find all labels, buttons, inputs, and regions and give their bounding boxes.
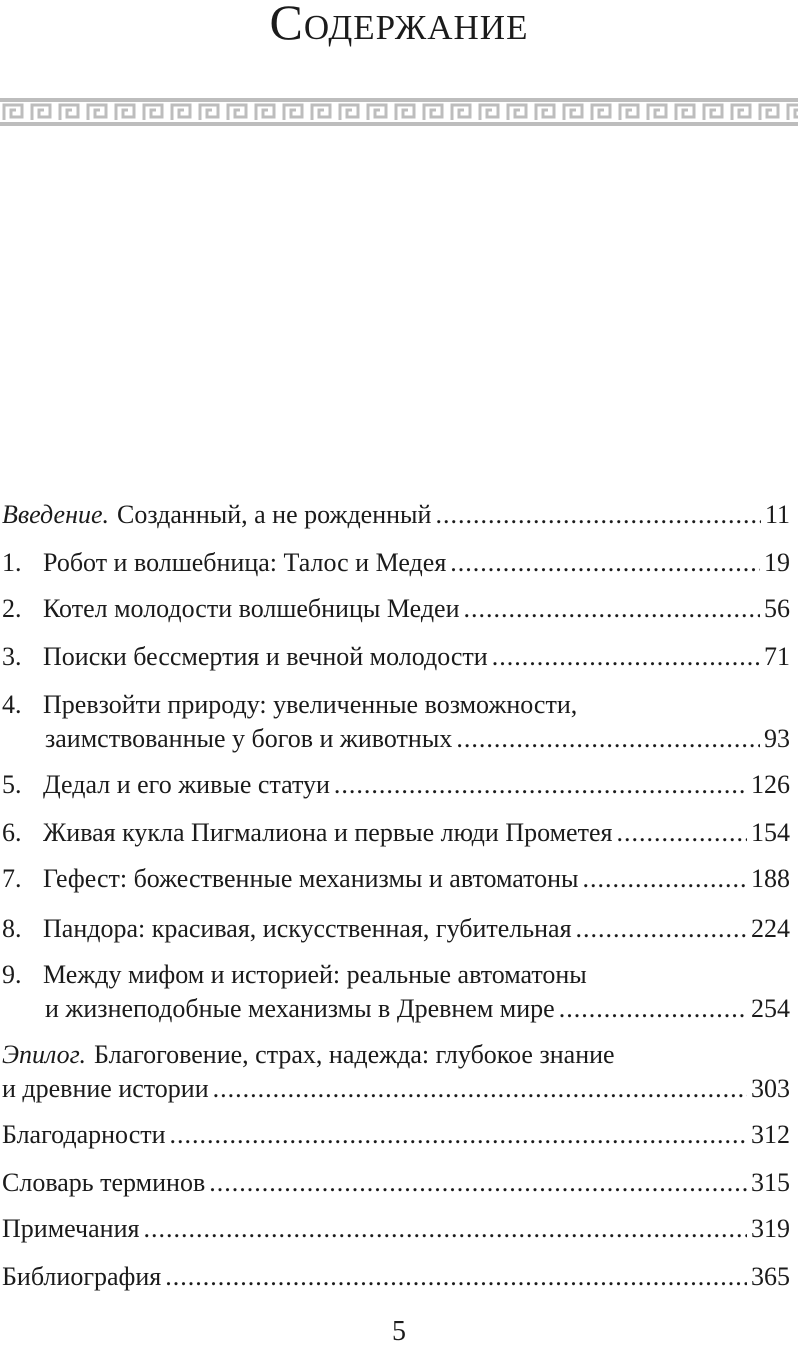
toc-entry-number: 7. [2, 864, 22, 893]
toc-entry-title: заимствованные у богов и животных [45, 724, 453, 753]
toc-entry-title: Превзойти природу: увеличенные возможности, [43, 690, 578, 719]
toc-entry-page: 56 [764, 594, 790, 623]
toc-entry-title: Словарь терминов [2, 1168, 206, 1197]
toc-entry-title: Гефест: божественные механизмы и автоматоны [43, 864, 579, 893]
toc-entry-page: 254 [751, 994, 790, 1023]
toc-entry[interactable] [2, 498, 790, 532]
dot-leader [576, 912, 747, 946]
toc-entry[interactable] [2, 912, 790, 946]
toc-entry-number: 1. [2, 548, 22, 577]
dot-leader [165, 1260, 747, 1294]
dot-leader [209, 1166, 747, 1200]
dot-leader [143, 1212, 747, 1246]
toc-entry[interactable] [2, 1118, 790, 1152]
toc-entry-title: и древние истории [2, 1074, 209, 1103]
toc-entry-title: Дедал и его живые статуи [43, 770, 330, 799]
greek-key-border [0, 92, 798, 132]
toc-entry-title: и жизнеподобные механизмы в Древнем мире [45, 994, 555, 1023]
toc-entry-page: 19 [764, 548, 790, 577]
dot-leader [464, 592, 761, 626]
toc-entry-number: 5. [2, 770, 22, 799]
toc-entry-title: Благоговение, страх, надежда: глубокое знание [93, 1040, 615, 1069]
toc-entry-label: Введение. [2, 500, 110, 529]
dot-leader [616, 816, 747, 850]
toc-entry-number: 4. [2, 690, 22, 719]
toc-entry-title: Пандора: красивая, искусственная, губительная [43, 914, 572, 943]
toc-entry[interactable] [2, 640, 790, 674]
dot-leader [583, 862, 747, 896]
page-number: 5 [392, 1316, 406, 1347]
toc-entry[interactable] [2, 958, 790, 1026]
dot-leader [170, 1118, 747, 1152]
dot-leader [435, 498, 761, 532]
toc-entry[interactable] [2, 546, 790, 580]
toc-entry-page: 312 [751, 1120, 790, 1149]
toc-entry-page: 154 [751, 818, 790, 847]
toc-entry-number: 2. [2, 594, 22, 623]
toc-entry-number: 9. [2, 960, 22, 989]
dot-leader [334, 768, 747, 802]
dot-leader [559, 992, 747, 1026]
dot-leader [456, 722, 760, 756]
dot-leader [213, 1072, 747, 1106]
toc-entry[interactable] [2, 688, 790, 756]
toc-entry[interactable] [2, 592, 790, 626]
toc-entry-title: Библиография [2, 1262, 162, 1291]
toc-entry[interactable] [2, 1212, 790, 1246]
toc-entry[interactable] [2, 768, 790, 802]
toc-entry-page: 126 [751, 770, 790, 799]
toc-entry-page: 93 [764, 724, 790, 753]
dot-leader [492, 640, 760, 674]
toc-entry-title: Робот и волшебница: Талос и Медея [43, 548, 447, 577]
toc-entry[interactable] [2, 862, 790, 896]
toc-entry-page: 224 [751, 914, 790, 943]
toc-entry-title: Созданный, а не рожденный [117, 500, 432, 529]
toc-entry-title: Живая кукла Пигмалиона и первые люди Прометея [43, 818, 613, 847]
toc-entry-title: Котел молодости волшебницы Медеи [43, 594, 460, 623]
toc-entry-number: 3. [2, 642, 22, 671]
toc-entry[interactable] [2, 1038, 790, 1106]
toc-entry-title: Благодарности [2, 1120, 166, 1149]
toc-entry-title: Поиски бессмертия и вечной молодости [43, 642, 488, 671]
toc-entry-page: 319 [751, 1214, 790, 1243]
toc-entry-page: 303 [751, 1074, 790, 1103]
toc-entry[interactable] [2, 1260, 790, 1294]
toc-entry-page: 365 [751, 1262, 790, 1291]
toc-entry-page: 11 [764, 500, 790, 529]
toc-entry-number: 6. [2, 818, 22, 847]
toc-entry-title: Примечания [2, 1214, 140, 1243]
toc-entry[interactable] [2, 1166, 790, 1200]
dot-leader [450, 546, 760, 580]
toc-entry-page: 188 [751, 864, 790, 893]
toc-entry-number: 8. [2, 914, 22, 943]
toc-entry[interactable] [2, 816, 790, 850]
toc-entry-page: 315 [751, 1168, 790, 1197]
page-title: Содержание [269, 0, 529, 50]
toc-entry-page: 71 [764, 642, 790, 671]
toc-entry-title: Между мифом и историей: реальные автоматоны [43, 960, 587, 989]
toc-entry-label: Эпилог. [2, 1040, 86, 1069]
